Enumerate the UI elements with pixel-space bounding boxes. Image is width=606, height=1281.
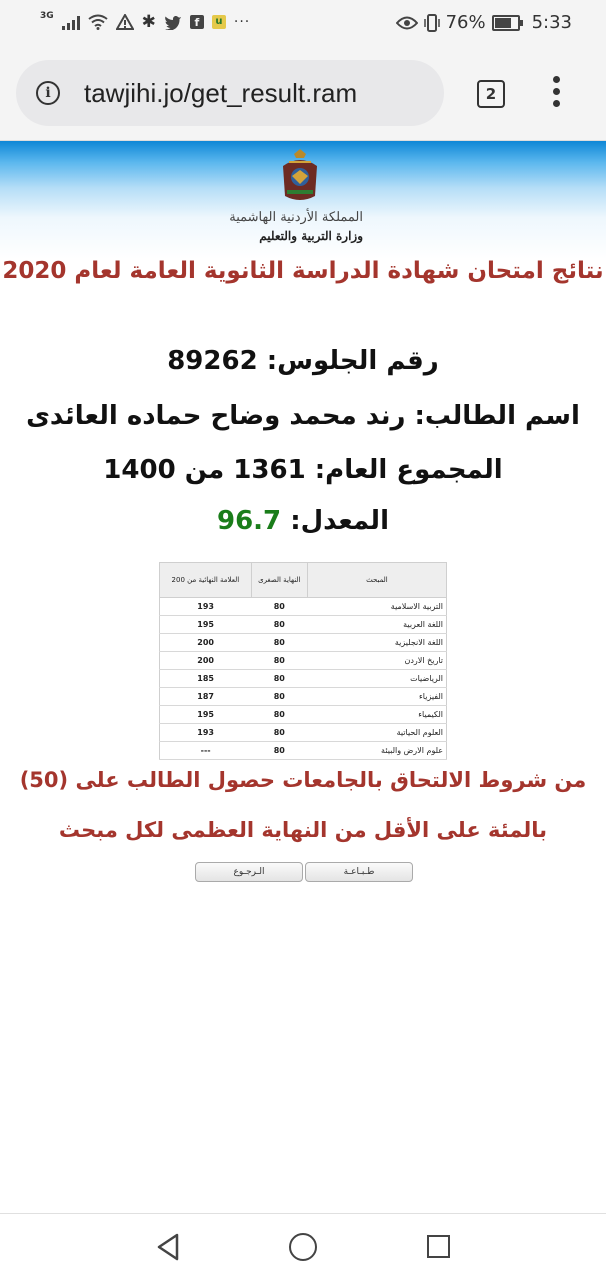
table-row [160,706,447,724]
ministry-name: وزارة التربية والتعليم [259,229,363,243]
android-nav-bar [0,1213,606,1281]
student-name-line [0,401,606,431]
back-nav-icon[interactable] [156,1233,180,1261]
coat-of-arms-icon [279,148,321,204]
table-row [160,598,447,616]
min-mark-cell: 80 [251,742,307,760]
battery-percent: 76% [445,12,486,33]
header-subject: المبحث [307,563,446,598]
subject-cell: تاريخ الاردن [307,652,446,670]
total-line [0,455,606,485]
address-bar[interactable] [16,60,444,126]
notification-icons [40,12,250,32]
more-icon: ··· [233,14,251,30]
total-max: 1400 [103,455,176,485]
table-row [160,742,447,760]
name-label: اسم الطالب: [414,401,580,431]
header-min-mark: النهاية الصغرى [251,563,307,598]
table-header-row [160,563,447,598]
info-icon[interactable]: i [36,81,60,105]
vibrate-icon [424,14,440,32]
min-mark-cell: 80 [251,652,307,670]
subject-cell: اللغة العربية [307,616,446,634]
final-mark-cell: 195 [160,616,252,634]
min-mark-cell: 80 [251,634,307,652]
subject-cell: علوم الارض والبيئة [307,742,446,760]
recents-nav-icon[interactable] [427,1235,450,1258]
final-mark-cell: 187 [160,688,252,706]
browser-toolbar [0,46,606,141]
average-line [0,506,606,536]
subject-cell: الفيزياء [307,688,446,706]
home-nav-icon[interactable] [289,1233,317,1261]
final-mark-cell: --- [160,742,252,760]
page-title: نتائج امتحان شهادة الدراسة الثانوية العامة لعام 2020 [2,258,604,284]
min-mark-cell: 80 [251,616,307,634]
back-button[interactable]: الـرجـوع [195,862,303,882]
kingdom-name: المملكة الأردنية الهاشمية [229,210,363,225]
seat-number: 89262 [167,346,258,376]
subject-cell: التربية الاسلامية [307,598,446,616]
final-mark-cell: 185 [160,670,252,688]
total-score: 1361 [233,455,306,485]
final-mark-cell: 193 [160,724,252,742]
app-icon: u [212,15,226,29]
print-button[interactable]: طـبـاعـة [305,862,413,882]
final-mark-cell: 200 [160,652,252,670]
table-row [160,688,447,706]
clock: 5:33 [531,12,572,33]
table-row [160,634,447,652]
min-mark-cell: 80 [251,598,307,616]
status-bar [0,0,606,46]
warning-icon [116,14,134,30]
seat-number-line [0,346,606,376]
min-mark-cell: 80 [251,670,307,688]
average-score: 96.7 [217,506,282,536]
overflow-menu-icon[interactable] [553,76,561,112]
table-row [160,652,447,670]
average-label: المعدل: [290,506,389,536]
network-type: 3G [40,11,54,21]
action-buttons [193,862,413,882]
table-row [160,616,447,634]
subject-cell: الرياضيات [307,670,446,688]
admission-notice-line1: من شروط الالتحاق بالجامعات حصول الطالب على (50) [19,768,587,792]
student-name: رند محمد وضاح حماده العائدى [26,401,406,431]
subject-cell: العلوم الحياتية [307,724,446,742]
url-text[interactable]: tawjihi.jo/get_result.ram [84,78,358,108]
tabs-count-button[interactable]: 2 [477,80,505,108]
final-mark-cell: 193 [160,598,252,616]
wifi-icon [88,14,108,30]
subject-cell: اللغة الانجليزية [307,634,446,652]
seat-label: رقم الجلوس: [266,346,439,376]
subject-cell: الكيمياء [307,706,446,724]
battery-icon [492,15,520,31]
signal-icon [62,14,80,30]
total-label: المجموع العام: [314,455,503,485]
header-final-mark: العلامة النهائية من 200 [160,563,252,598]
table-row [160,670,447,688]
ministry-logo-text [229,210,363,243]
twitter-icon [164,15,182,30]
final-mark-cell: 195 [160,706,252,724]
table-row [160,724,447,742]
system-icons [396,12,572,33]
min-mark-cell: 80 [251,688,307,706]
min-mark-cell: 80 [251,724,307,742]
final-mark-cell: 200 [160,634,252,652]
facebook-icon: f [190,15,204,29]
settings-icon: ✱ [141,12,156,32]
total-of: من [184,455,225,485]
grades-table [159,562,447,760]
eye-icon [396,16,418,30]
admission-notice-line2: بالمئة على الأقل من النهاية العظمى لكل مبحث [58,818,548,842]
min-mark-cell: 80 [251,706,307,724]
